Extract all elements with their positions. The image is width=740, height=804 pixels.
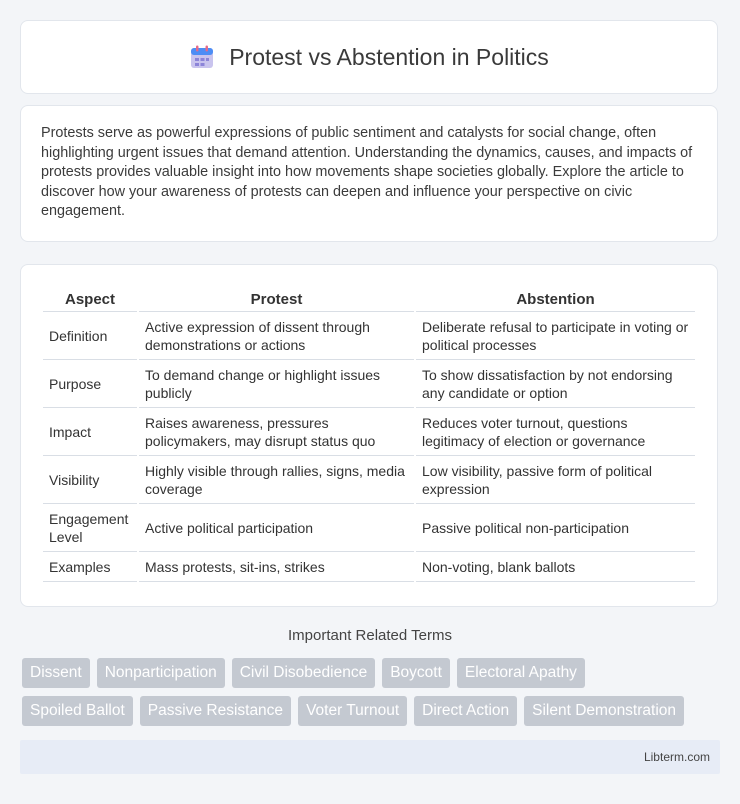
table-row: [43, 312, 695, 360]
related-terms-list: [22, 658, 722, 734]
related-term-tag[interactable]: Electoral Apathy: [457, 658, 585, 688]
related-term-tag[interactable]: Nonparticipation: [97, 658, 225, 688]
related-term-tag[interactable]: Silent Demonstration: [524, 696, 684, 726]
row-protest: Highly visible through rallies, signs, media coverage: [139, 456, 414, 504]
page-title: Protest vs Abstention in Politics: [229, 43, 549, 70]
row-abstention: Non-voting, blank ballots: [416, 552, 695, 582]
intro-card: [20, 105, 718, 242]
header-card: [20, 20, 718, 94]
related-term-tag[interactable]: Dissent: [22, 658, 90, 688]
footer: [20, 740, 720, 774]
row-aspect: Examples: [43, 552, 137, 582]
related-term-tag[interactable]: Voter Turnout: [298, 696, 407, 726]
related-terms-title: Important Related Terms: [288, 627, 452, 644]
row-aspect: Purpose: [43, 360, 137, 408]
comparison-table: [41, 285, 697, 582]
row-protest: Active political participation: [139, 504, 414, 552]
row-protest: To demand change or highlight issues publicly: [139, 360, 414, 408]
row-abstention: Reduces voter turnout, questions legitimacy of election or governance: [416, 408, 695, 456]
table-row: [43, 504, 695, 552]
header-aspect: Aspect: [43, 285, 137, 312]
intro-text: Protests serve as powerful expressions of public sentiment and catalysts for social change, often highlighting urgent issues that demand attention. Understanding the dynamics, causes, and impacts of protests provides valuable insight into how movements shape societies globally. Explore the article to discover how your awareness of protests can deepen and influence your perspective on civic engagement.: [41, 125, 693, 220]
table-row: [43, 360, 695, 408]
row-aspect: Visibility: [43, 456, 137, 504]
table-row: [43, 552, 695, 582]
comparison-table-card: [20, 264, 718, 607]
related-term-tag[interactable]: Civil Disobedience: [232, 658, 376, 688]
header-protest: Protest: [139, 285, 414, 312]
calendar-icon: [189, 44, 215, 70]
row-abstention: To show dissatisfaction by not endorsing any candidate or option: [416, 360, 695, 408]
row-protest: Active expression of dissent through demonstrations or actions: [139, 312, 414, 360]
related-term-tag[interactable]: Spoiled Ballot: [22, 696, 133, 726]
row-abstention: Deliberate refusal to participate in voting or political processes: [416, 312, 695, 360]
related-term-tag[interactable]: Direct Action: [414, 696, 517, 726]
header-abstention: Abstention: [416, 285, 695, 312]
row-aspect: Definition: [43, 312, 137, 360]
row-aspect: Impact: [43, 408, 137, 456]
row-aspect: Engagement Level: [43, 504, 137, 552]
related-term-tag[interactable]: Boycott: [382, 658, 450, 688]
table-row: [43, 408, 695, 456]
related-term-tag[interactable]: Passive Resistance: [140, 696, 291, 726]
footer-site-link[interactable]: Libterm.com: [643, 750, 710, 764]
row-protest: Mass protests, sit-ins, strikes: [139, 552, 414, 582]
row-protest: Raises awareness, pressures policymakers, may disrupt status quo: [139, 408, 414, 456]
row-abstention: Passive political non-participation: [416, 504, 695, 552]
row-abstention: Low visibility, passive form of political expression: [416, 456, 695, 504]
table-row: [43, 456, 695, 504]
